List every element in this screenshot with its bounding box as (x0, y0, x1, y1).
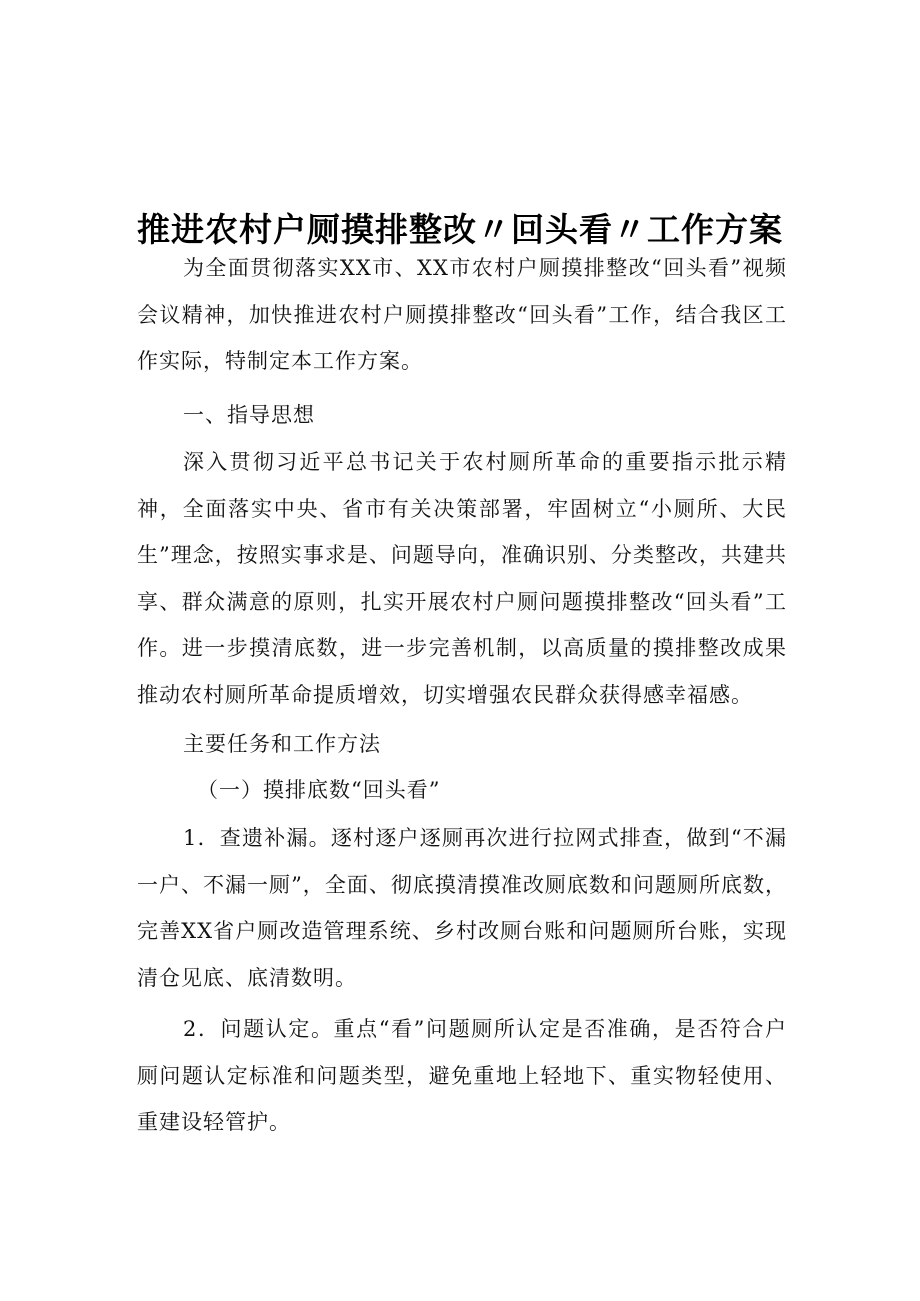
intro-paragraph: 为全面贯彻落实XX市、XX市农村户厕摸排整改“回头看”视频会议精神，加快推进农村户厕摸排整改“回头看”工作，结合我区工作实际，特制定本工作方案。 (137, 256, 787, 374)
item-1-paragraph: 1．查遗补漏。逐村逐户逐厕再次进行拉网式排查，做到“不漏一户、不漏一厕”，全面、彻底摸清摸准改厕底数和问题厕所底数，完善XX省户厕改造管理系统、乡村改厕台账和问题厕所台账，实现清仓见底、底清数明。 (137, 826, 787, 990)
section-heading-guiding-ideology: 一、指导思想 (183, 403, 315, 427)
section-heading-main-tasks: 主要任务和工作方法 (183, 732, 381, 756)
guiding-ideology-paragraph: 深入贯彻习近平总书记关于农村厕所革命的重要指示批示精神，全面落实中央、省市有关决策部署，牢固树立“小厕所、大民生”理念，按照实事求是、问题导向，准确识别、分类整改，共建共享、群众满意的原则，扎实开展农村户厕问题摸排整改“回头看”工作。进一步摸清底数，进一步完善机制，以高质量的摸排整改成果推动农村厕所革命提质增效，切实增强农民群众获得感幸福感。 (137, 450, 787, 707)
subsection-heading-baseline-review: （一）摸排底数“回头看” (197, 778, 441, 802)
document-title: 推进农村户厕摸排整改〃回头看〃工作方案 (137, 210, 783, 250)
item-2-paragraph: 2．问题认定。重点“看”问题厕所认定是否准确，是否符合户厕问题认定标准和问题类型，避免重地上轻地下、重实物轻使用、重建设轻管护。 (137, 1017, 787, 1135)
